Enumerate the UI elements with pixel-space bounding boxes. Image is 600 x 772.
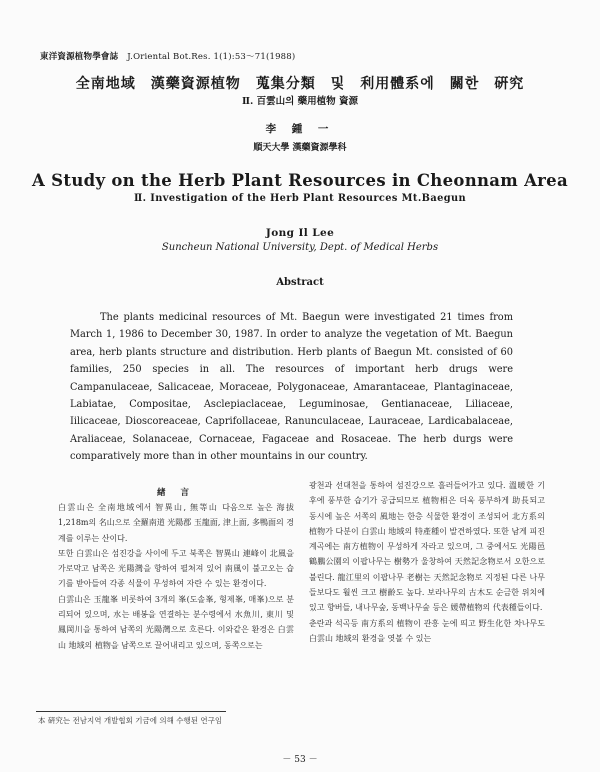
korean-author: 李 鍾 一 xyxy=(265,123,335,135)
journal-name: 東洋資源植物學會誌 xyxy=(40,52,119,62)
paragraph: 白雲山은 全南地域에서 智異山, 無等山 다음으로 높은 海拔 1,218m의 名山으로 全羅南道 光陽郡 玉龍面, 津上面, 多鴨面의 경계를 이루는 산이다. xyxy=(58,503,295,543)
english-subtitle: Ⅱ. Investigation of the Herb Plant Resources Mt.Baegun xyxy=(133,193,466,204)
korean-title: 全南地域 漢藥資源植物 蒐集分類 및 利用體系에 關한 硏究 xyxy=(75,76,525,92)
intro-heading: 緖 言 xyxy=(157,488,195,498)
abstract-text: The plants medicinal resources of Mt. Baegun were investigated 21 times from March 1, 1986 to December 30, 1987. In order to analyze the vegetation of Mt. Baegun area, herb plants structure and distribution. Herb plants of Baegun Mt. consisted of 60 families, 250 species in all. The resources of important herb drugs were Campanulaceae, Salicaceae, Moraceae, Polygonaceae, Amarantaceae, Plantaginaceae, Labiatae, Compositae, Asclepiaclaceae, Leguminosae, Gentianaceae, Liliaceae, Iilicaceae, Dioscoreaceae, Caprifollaceae, Ranunculaceae, Lauraceae, Lardicabalaceae, Araliaceae, Solanaceae, Cornaceae, Fagaceae and Rosaceae. The herb durgs were comparatively more than in other mountains in our country. xyxy=(70,312,513,463)
abstract-heading: Abstract xyxy=(276,277,324,288)
right-column xyxy=(309,478,545,646)
abstract-body xyxy=(70,309,513,466)
korean-affiliation: 順天大學 漢藥資源學科 xyxy=(253,143,347,153)
english-title: A Study on the Herb Plant Resources in Cheonnam Area xyxy=(32,171,568,190)
paragraph: 광천과 선대천을 통하여 섬진강으로 흘러들어가고 있다. 溫暖한 기후에 풍부한 습기가 공급되므로 植物相은 더욱 풍부하게 助長되고 동시에 높은 서쪽의 風地는 한층 식물한 환경이 조성되어 北方系의 植物가 다분이 白雲山 地域의 特產種이 발견하였다. 또한 남게 피진 계곡에는 南方植物이 무성하게 자라고 있으며, 그 중에서도 光陽邑 鶴鵬公園의 이팝나무는 樹勢가 울창하여 天然記念物로서 오한으로 불린다. 龍江里의 이팝나무 老樹는 天然記念物로 지정된 다른 나무들보다도 훨씬 크고 樹齡도 높다. 보라나무의 古木도 순금한 위치에 있고 향버들, 내나무숲, 동백나무숲 등은 媛帶植物의 代表種들이다. xyxy=(309,481,545,613)
page-number: － 53 － xyxy=(282,755,318,765)
korean-subtitle: Ⅱ. 百雲山의 藥用植物 資源 xyxy=(242,96,358,107)
left-column xyxy=(58,500,294,653)
english-affiliation: Suncheun National University, Dept. of Medical Herbs xyxy=(161,242,439,253)
footnote: 本 硏究는 전남지역 개발협회 기금에 의해 수행된 연구임 xyxy=(38,716,223,725)
journal-citation: J.Oriental Bot.Res. 1(1):53～71(1988) xyxy=(127,52,296,62)
english-author: Jong Il Lee xyxy=(265,227,335,239)
paragraph: 白雲山은 玉龍峯 비롯하여 3개의 峯(도솔峯, 형제峯, 매峯)으로 분리되어 있으며, 水는 배봉을 연결하는 분수령에서 水魚川, 東川 및 鳳岡川을 통하여 남쪽의 光陽灣으로 흐른다. 이와같은 환경은 白雲山 地域의 植物을 남쪽으로 끌어내리고 있으며, 동쪽으로는 xyxy=(58,594,294,650)
footnote-rule xyxy=(36,711,226,712)
journal-header xyxy=(40,50,295,62)
paragraph: 춘란과 석곡등 南方系의 植物이 관흥 눈에 띄고 野生化한 차나무도 白雲山 地域의 환경을 엿볼 수 있는 xyxy=(309,618,545,643)
paragraph: 또한 白雲山은 섬진강을 사이에 두고 북쪽은 智異山 連峰이 北風을 가로막고 남쪽은 光陽灣을 향하여 펼쳐져 있어 南風이 불고오는 습기를 받아들여 각종 식물이 무성하여 자란 수 있는 환경이다. xyxy=(58,548,294,589)
